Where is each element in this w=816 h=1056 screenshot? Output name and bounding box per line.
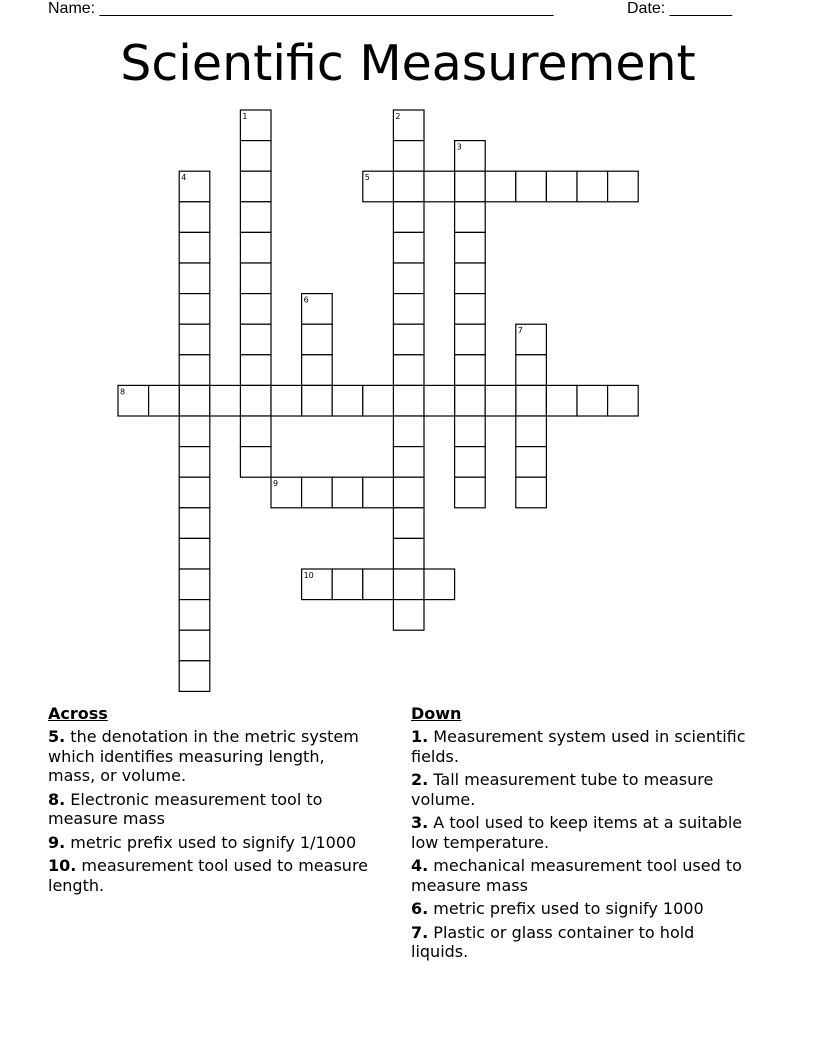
grid-cell[interactable] (393, 263, 424, 294)
grid-cell[interactable] (240, 324, 271, 355)
grid-cell[interactable] (424, 385, 455, 416)
across-clues (48, 704, 368, 899)
grid-cell[interactable] (240, 385, 271, 416)
clue-across-5: 5. the denotation in the metric system which identifies measuring length, mass, or volume. (48, 727, 359, 785)
grid-cell[interactable] (179, 263, 210, 294)
grid-cell[interactable] (455, 202, 486, 233)
grid-cell[interactable] (240, 355, 271, 386)
clue-number: 7 (517, 326, 523, 336)
grid-cell[interactable] (393, 416, 424, 447)
grid-cell[interactable] (179, 630, 210, 661)
grid-cell[interactable] (240, 294, 271, 325)
grid-cell[interactable] (363, 477, 394, 508)
grid-cell[interactable] (424, 569, 455, 600)
grid-cell[interactable] (179, 600, 210, 631)
grid-cell[interactable] (149, 385, 180, 416)
grid-cell[interactable] (577, 385, 608, 416)
grid-cell[interactable] (179, 324, 210, 355)
grid-cell[interactable] (240, 232, 271, 263)
grid-cell[interactable] (393, 324, 424, 355)
grid-cell[interactable] (363, 385, 394, 416)
grid-cell[interactable] (516, 385, 547, 416)
clue-number: 8 (120, 387, 126, 397)
grid-cell[interactable] (424, 171, 455, 202)
clue-number: 9 (273, 479, 279, 489)
grid-cell[interactable] (302, 355, 333, 386)
grid-cell[interactable] (516, 355, 547, 386)
grid-cell[interactable] (393, 202, 424, 233)
grid-cell[interactable] (516, 416, 547, 447)
grid-cell[interactable] (240, 202, 271, 233)
clue-across-9: 9. metric prefix used to signify 1/1000 (48, 832, 357, 852)
down-heading: Down (411, 704, 462, 723)
grid-cell[interactable] (240, 171, 271, 202)
grid-cell[interactable] (179, 661, 210, 692)
down-clues (411, 704, 756, 966)
grid-cell[interactable] (179, 294, 210, 325)
clue-across-8: 8. Electronic measurement tool to measure mass (48, 789, 323, 828)
grid-cell[interactable] (332, 569, 363, 600)
grid-cell[interactable] (455, 171, 486, 202)
grid-cell[interactable] (332, 477, 363, 508)
clue-number: 5 (364, 173, 370, 183)
grid-cell[interactable] (455, 232, 486, 263)
grid-cell[interactable] (577, 171, 608, 202)
clue-down-7: 7. Plastic or glass container to hold liquids. (411, 922, 695, 961)
grid-cell[interactable] (240, 416, 271, 447)
grid-cell[interactable] (179, 447, 210, 478)
grid-cell[interactable] (179, 355, 210, 386)
grid-cell[interactable] (546, 385, 577, 416)
clue-number: 6 (303, 295, 309, 305)
grid-cell[interactable] (455, 324, 486, 355)
grid-cell[interactable] (393, 569, 424, 600)
grid-cell[interactable] (455, 263, 486, 294)
grid-cell[interactable] (516, 171, 547, 202)
grid-cell[interactable] (179, 508, 210, 539)
clue-down-6: 6. metric prefix used to signify 1000 (411, 899, 704, 918)
grid-cell[interactable] (516, 477, 547, 508)
grid-cell[interactable] (179, 385, 210, 416)
grid-cell[interactable] (455, 477, 486, 508)
grid-cell[interactable] (516, 447, 547, 478)
grid-cell[interactable] (393, 171, 424, 202)
grid-cell[interactable] (393, 508, 424, 539)
grid-cell[interactable] (363, 569, 394, 600)
grid-cell[interactable] (393, 447, 424, 478)
clue-down-3: 3. A tool used to keep items at a suitable low temperature. (411, 813, 743, 852)
grid-cell[interactable] (393, 385, 424, 416)
clue-down-1: 1. Measurement system used in scientific fields. (411, 727, 746, 766)
grid-cell[interactable] (455, 355, 486, 386)
grid-cell[interactable] (393, 477, 424, 508)
grid-cell[interactable] (455, 385, 486, 416)
grid-cell[interactable] (332, 385, 363, 416)
grid-cell[interactable] (455, 416, 486, 447)
clue-number: 10 (303, 571, 314, 580)
grid-cell[interactable] (393, 141, 424, 172)
clue-down-2: 2. Tall measurement tube to measure volume. (411, 770, 714, 809)
grid-cell[interactable] (302, 324, 333, 355)
grid-cell[interactable] (179, 232, 210, 263)
grid-cell[interactable] (485, 385, 516, 416)
grid-cell[interactable] (179, 477, 210, 508)
grid-cell[interactable] (393, 355, 424, 386)
clue-number: 3 (456, 142, 462, 152)
grid-cell[interactable] (393, 232, 424, 263)
grid-cell[interactable] (179, 569, 210, 600)
grid-cell[interactable] (455, 294, 486, 325)
clue-across-10: 10. measurement tool used to measure length. (48, 856, 369, 895)
clue-number: 2 (395, 112, 401, 121)
grid-cell[interactable] (302, 385, 333, 416)
grid-cell[interactable] (179, 538, 210, 569)
grid-cell[interactable] (455, 447, 486, 478)
grid-cell[interactable] (393, 600, 424, 631)
grid-cell[interactable] (179, 416, 210, 447)
grid-cell[interactable] (393, 294, 424, 325)
grid-cell[interactable] (546, 171, 577, 202)
grid-cell[interactable] (240, 447, 271, 478)
grid-cell[interactable] (210, 385, 241, 416)
grid-cell[interactable] (240, 141, 271, 172)
name-field[interactable]: Name: ___________________________________________________ (48, 0, 554, 17)
clue-number: 1 (242, 112, 248, 121)
clue-down-4: 4. mechanical measurement tool used to measure mass (411, 856, 742, 895)
grid-cell[interactable] (608, 171, 639, 202)
date-field[interactable]: Date: _______ (627, 0, 732, 17)
grid-cell[interactable] (393, 538, 424, 569)
page-title: Scientific Measurement (120, 35, 696, 92)
grid-cell[interactable] (608, 385, 639, 416)
grid-cell[interactable] (271, 385, 302, 416)
grid-cell[interactable] (302, 477, 333, 508)
grid-cell[interactable] (240, 263, 271, 294)
clue-number: 4 (181, 173, 187, 183)
grid-cell[interactable] (485, 171, 516, 202)
grid-cell[interactable] (179, 202, 210, 233)
across-heading: Across (48, 704, 108, 723)
